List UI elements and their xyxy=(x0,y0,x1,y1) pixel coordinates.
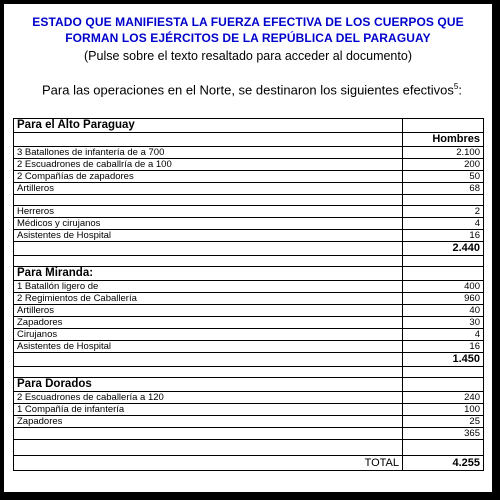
row-label: Artilleros xyxy=(14,305,403,317)
row-label: 2 Regimientos de Caballería xyxy=(14,293,403,305)
empty-cell xyxy=(403,267,484,281)
empty-cell xyxy=(403,378,484,392)
column-header-hombres: Hombres xyxy=(403,133,484,147)
table-row xyxy=(14,404,484,416)
table-row xyxy=(14,305,484,317)
total-label: TOTAL xyxy=(14,456,403,471)
table-row xyxy=(14,159,484,171)
subtotal-alto-paraguay: 2.440 xyxy=(403,242,484,256)
row-value: 960 xyxy=(403,293,484,305)
title-line-1: ESTADO QUE MANIFIESTA LA FUERZA EFECTIVA DE LOS CUERPOS QUE xyxy=(32,15,464,29)
table-row xyxy=(14,293,484,305)
empty-cell xyxy=(14,256,403,267)
subtotal-dorados: 365 xyxy=(403,428,484,440)
row-value: 30 xyxy=(403,317,484,329)
row-label: Cirujanos xyxy=(14,329,403,341)
empty-cell xyxy=(14,133,403,147)
subtotal-row xyxy=(14,428,484,440)
section-header-row xyxy=(14,267,484,281)
row-label: Médicos y cirujanos xyxy=(14,218,403,230)
empty-cell xyxy=(14,428,403,440)
table-row xyxy=(14,281,484,293)
row-label: Zapadores xyxy=(14,317,403,329)
row-label: Asistentes de Hospital xyxy=(14,230,403,242)
row-label: 2 Escuadrones de caballría de a 100 xyxy=(14,159,403,171)
row-value: 40 xyxy=(403,305,484,317)
row-label: 1 Batallón ligero de xyxy=(14,281,403,293)
document-title xyxy=(4,14,492,46)
row-value: 240 xyxy=(403,392,484,404)
total-row xyxy=(14,456,484,471)
empty-cell xyxy=(14,353,403,367)
table-row xyxy=(14,392,484,404)
empty-cell xyxy=(403,256,484,267)
row-label: 1 Compañía de infantería xyxy=(14,404,403,416)
row-value: 2 xyxy=(403,206,484,218)
empty-cell xyxy=(403,367,484,378)
table-row xyxy=(14,218,484,230)
section-header-row xyxy=(14,119,484,133)
empty-cell xyxy=(403,195,484,206)
instruction-note: (Pulse sobre el texto resaltado para acceder al documento) xyxy=(84,49,412,63)
forces-table-body xyxy=(14,119,484,471)
intro-sentence: Para las operaciones en el Norte, se destinaron los siguientes efectivos xyxy=(42,82,454,98)
empty-cell xyxy=(14,242,403,256)
row-label: 2 Compañías de zapadores xyxy=(14,171,403,183)
row-value: 400 xyxy=(403,281,484,293)
row-value: 4 xyxy=(403,329,484,341)
row-value: 50 xyxy=(403,171,484,183)
empty-cell xyxy=(14,367,403,378)
row-value: 25 xyxy=(403,416,484,428)
row-label: Asistentes de Hospital xyxy=(14,341,403,353)
table-row xyxy=(14,329,484,341)
table-row xyxy=(14,416,484,428)
empty-cell xyxy=(14,195,403,206)
section-header-dorados: Para Dorados xyxy=(14,378,403,392)
row-label: Zapadores xyxy=(14,416,403,428)
section-header-row xyxy=(14,378,484,392)
table-row xyxy=(14,183,484,195)
title-line-2: FORMAN LOS EJÉRCITOS DE LA REPÚBLICA DEL PARAGUAY xyxy=(65,31,431,45)
row-value: 2.100 xyxy=(403,147,484,159)
table-row xyxy=(14,341,484,353)
footnote-marker: 5 xyxy=(453,82,459,91)
subtotal-miranda: 1.450 xyxy=(403,353,484,367)
column-header-row xyxy=(14,133,484,147)
row-label: Herreros xyxy=(14,206,403,218)
table-row xyxy=(14,147,484,159)
forces-table xyxy=(13,118,484,471)
table-row xyxy=(14,171,484,183)
row-label: 3 Batallones de infantería de a 700 xyxy=(14,147,403,159)
table-row xyxy=(14,317,484,329)
section-header-alto-paraguay: Para el Alto Paraguay xyxy=(14,119,403,133)
document-page xyxy=(4,4,492,492)
subtotal-row xyxy=(14,353,484,367)
subtotal-row xyxy=(14,242,484,256)
total-value: 4.255 xyxy=(403,456,484,471)
spacer-row xyxy=(14,256,484,267)
table-row xyxy=(14,230,484,242)
row-value: 4 xyxy=(403,218,484,230)
empty-cell xyxy=(403,119,484,133)
intro-text: Para las operaciones en el Norte, se destinaron los siguientes efectivos$^5$: xyxy=(42,82,462,98)
section-header-miranda: Para Miranda: xyxy=(14,267,403,281)
row-value: 200 xyxy=(403,159,484,171)
spacer-row xyxy=(14,367,484,378)
row-value: 68 xyxy=(403,183,484,195)
spacer-row xyxy=(14,195,484,206)
empty-cell xyxy=(403,440,484,456)
row-label: 2 Escuadrones de caballería a 120 xyxy=(14,392,403,404)
spacer-row xyxy=(14,440,484,456)
empty-cell xyxy=(14,440,403,456)
row-value: 100 xyxy=(403,404,484,416)
table-row xyxy=(14,206,484,218)
row-label: Artilleros xyxy=(14,183,403,195)
row-value: 16 xyxy=(403,230,484,242)
row-value: 16 xyxy=(403,341,484,353)
